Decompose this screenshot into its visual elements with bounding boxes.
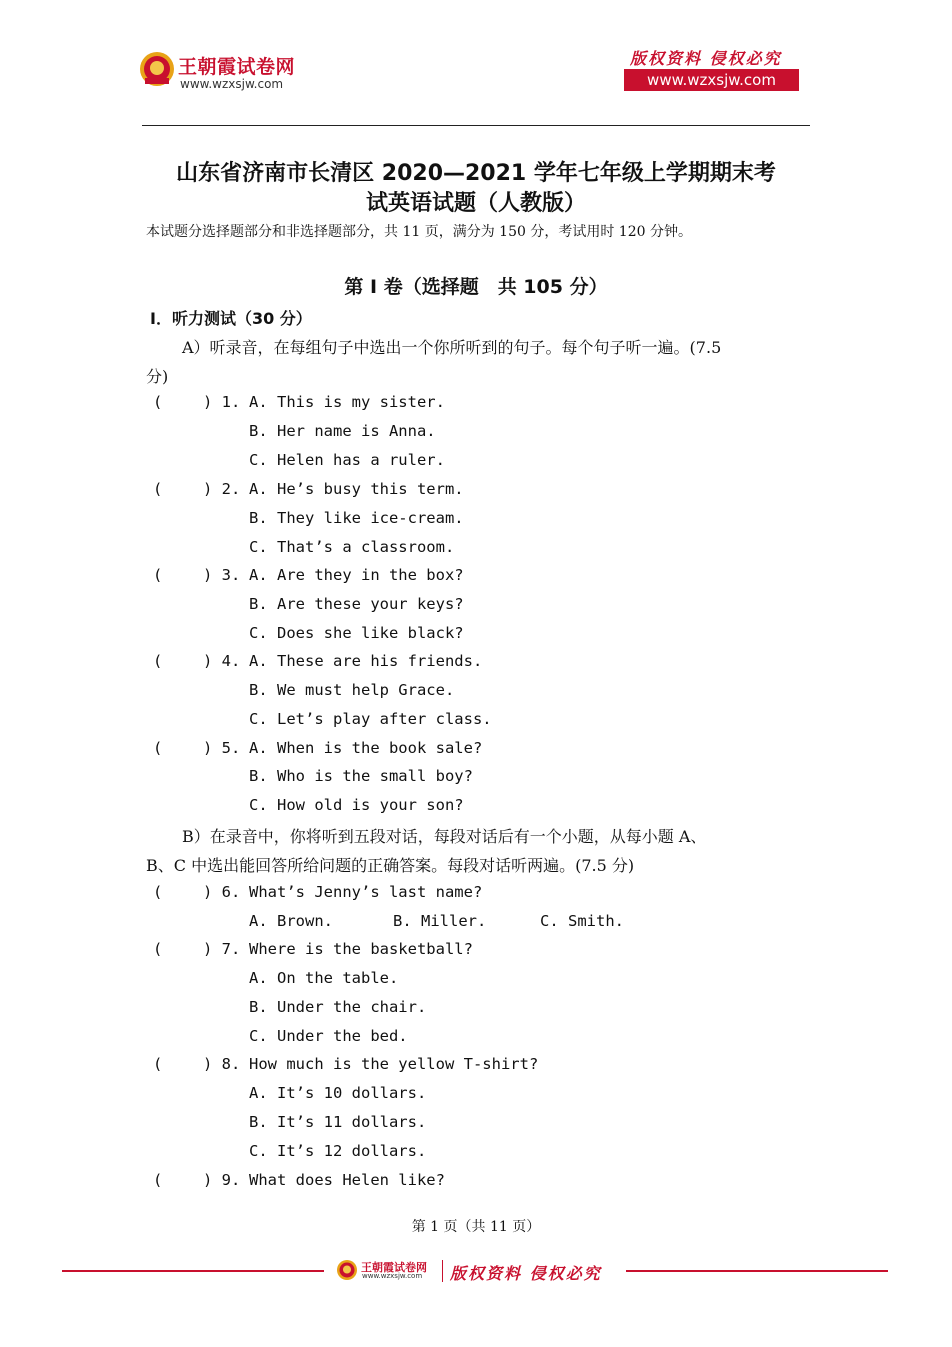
header-divider xyxy=(142,125,810,126)
footer-logo-icon xyxy=(336,1259,358,1281)
footer-separator xyxy=(442,1260,443,1282)
option-b: B. We must help Grace. xyxy=(249,681,455,699)
answer-bracket: ( xyxy=(153,393,163,411)
answer-bracket: ( xyxy=(153,739,163,757)
footer-brand-url: www.wzxsjw.com xyxy=(362,1272,423,1280)
answer-bracket: ( xyxy=(153,652,163,670)
brand-logo-icon xyxy=(138,50,176,88)
question-number: ) 1. xyxy=(203,393,241,411)
instruction-a-line2: 分) xyxy=(146,367,169,386)
option-a: A. Brown. xyxy=(249,912,333,930)
footer-divider-right xyxy=(626,1270,888,1272)
answer-bracket: ( xyxy=(153,566,163,584)
instruction-b-line1: B）在录音中，你将听到五段对话，每段对话后有一个小题，从每小题 A、 xyxy=(182,827,707,846)
section-heading: I．听力测试（30 分） xyxy=(150,309,312,328)
option-a: A. These are his friends. xyxy=(249,652,483,670)
part-title: 第 I 卷（选择题 共 105 分） xyxy=(344,276,608,298)
question-number: ) 5. xyxy=(203,739,241,757)
answer-bracket: ( xyxy=(153,1171,163,1189)
footer-divider-left xyxy=(62,1270,324,1272)
question-number: ) 8. xyxy=(203,1055,241,1073)
answer-bracket: ( xyxy=(153,883,163,901)
page-number: 第 1 页（共 11 页） xyxy=(411,1219,541,1235)
option-a: A. He’s busy this term. xyxy=(249,480,464,498)
question-text: What’s Jenny’s last name? xyxy=(249,883,483,901)
option-c: C. Does she like black? xyxy=(249,624,464,642)
answer-bracket: ( xyxy=(153,1055,163,1073)
brand-url: www.wzxsjw.com xyxy=(180,77,284,91)
question-text: How much is the yellow T-shirt? xyxy=(249,1055,539,1073)
option-b: B. Are these your keys? xyxy=(249,595,464,613)
instruction-a-line1: A）听录音，在每组句子中选出一个你所听到的句子。每个句子听一遍。(7.5 xyxy=(182,338,722,357)
option-a: A. This is my sister. xyxy=(249,393,445,411)
question-number: ) 9. xyxy=(203,1171,241,1189)
option-b: B. It’s 11 dollars. xyxy=(249,1113,427,1131)
option-c: C. Under the bed. xyxy=(249,1027,408,1045)
instruction-b-line2: B、C 中选出能回答所给问题的正确答案。每段对话听两遍。(7.5 分) xyxy=(146,856,635,875)
option-c: C. It’s 12 dollars. xyxy=(249,1142,427,1160)
question-text: What does Helen like? xyxy=(249,1171,445,1189)
question-number: ) 4. xyxy=(203,652,241,670)
option-c: C. Helen has a ruler. xyxy=(249,451,445,469)
option-c: C. Let’s play after class. xyxy=(249,710,492,728)
option-b: B. Miller. xyxy=(393,912,487,930)
exam-intro: 本试题分选择题部分和非选择题部分，共 11 页，满分为 150 分，考试用时 120 分钟。 xyxy=(146,224,692,240)
footer-brand-name: 王朝霞试卷网 xyxy=(361,1261,427,1274)
option-b: B. Who is the small boy? xyxy=(249,767,473,785)
question-number: ) 2. xyxy=(203,480,241,498)
option-c: C. Smith. xyxy=(540,912,624,930)
option-a: A. Are they in the box? xyxy=(249,566,464,584)
option-a: A. On the table. xyxy=(249,969,399,987)
answer-bracket: ( xyxy=(153,940,163,958)
document-title-line1: 山东省济南市长清区 2020—2021 学年七年级上学期期末考 xyxy=(176,161,776,186)
question-number: ) 3. xyxy=(203,566,241,584)
brand-name: 王朝霞试卷网 xyxy=(178,56,296,78)
option-a: A. It’s 10 dollars. xyxy=(249,1084,427,1102)
document-title-line2: 试英语试题（人教版） xyxy=(365,191,586,216)
option-b: B. Under the chair. xyxy=(249,998,427,1016)
copyright-notice: 版权资料 侵权必究 xyxy=(630,49,782,68)
option-b: B. Her name is Anna. xyxy=(249,422,436,440)
question-text: Where is the basketball? xyxy=(249,940,473,958)
option-a: A. When is the book sale? xyxy=(249,739,483,757)
site-url-banner: www.wzxsjw.com xyxy=(624,69,799,91)
option-b: B. They like ice-cream. xyxy=(249,509,464,527)
answer-bracket: ( xyxy=(153,480,163,498)
footer-copyright: 版权资料 侵权必究 xyxy=(450,1264,602,1283)
question-number: ) 7. xyxy=(203,940,241,958)
option-c: C. How old is your son? xyxy=(249,796,464,814)
question-number: ) 6. xyxy=(203,883,241,901)
option-c: C. That’s a classroom. xyxy=(249,538,455,556)
